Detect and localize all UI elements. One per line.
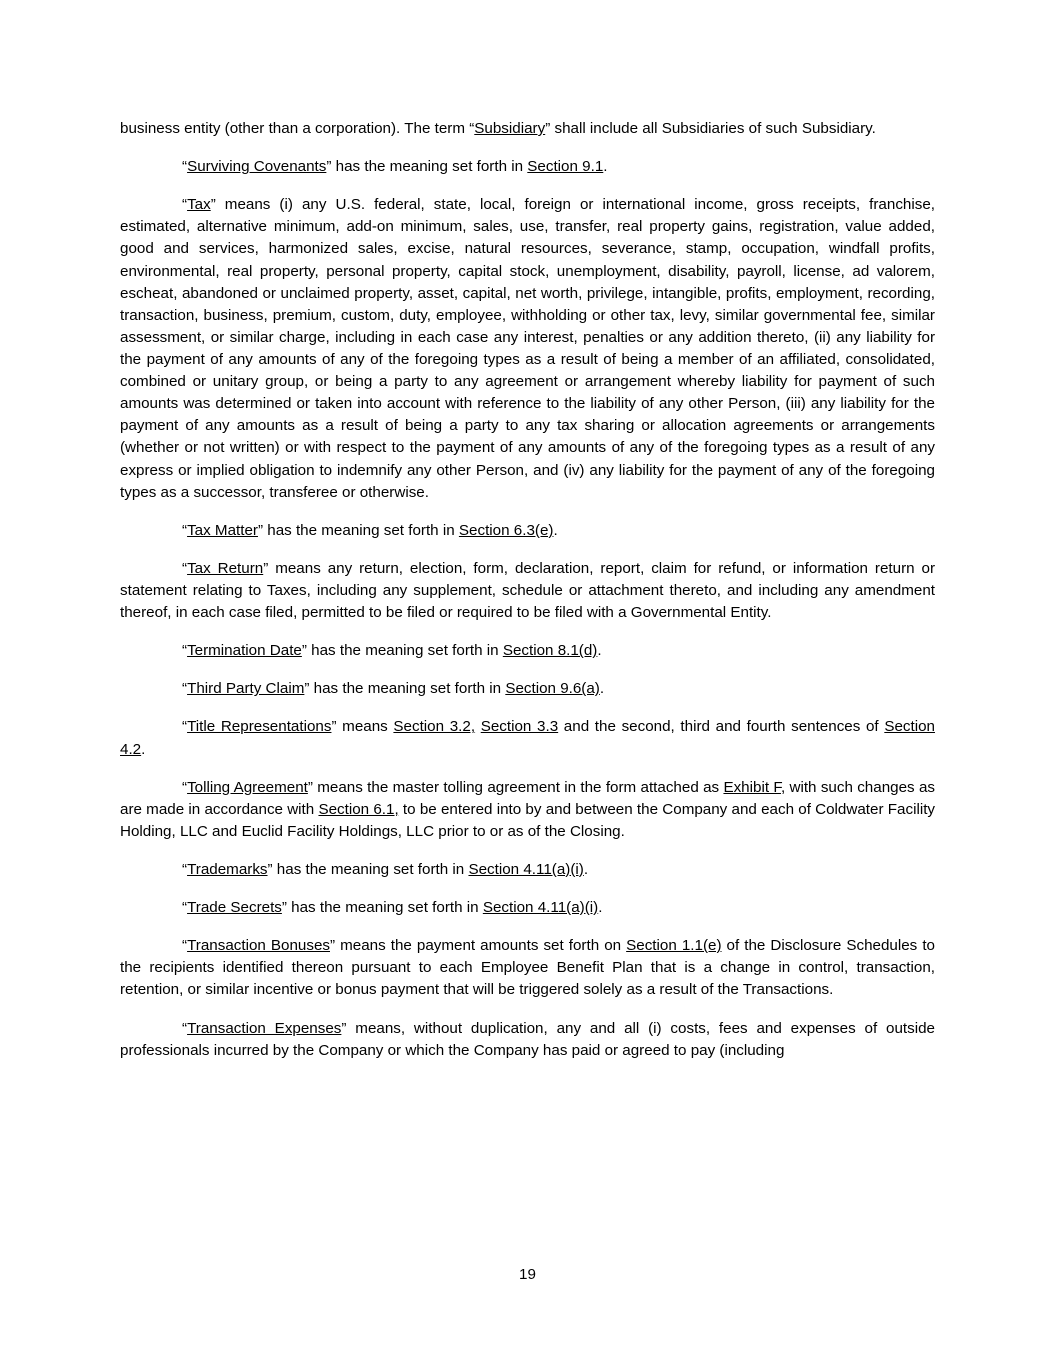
paragraph: “Trade Secrets” has the meaning set forth in Section 4.11(a)(i).: [182, 899, 603, 917]
paragraph: “Surviving Covenants” has the meaning set forth in Section 9.1.: [182, 158, 608, 176]
paragraph: “Transaction Bonuses” means the payment amounts set forth on Section 1.1(e) of the Disclosure Schedules to the recipients identified thereon pursuant to each Employee Benefit Plan that is a change in control, transaction, retention, or similar incentive or bonus payment that will be triggered solely as a result of the Transactions.: [120, 937, 935, 999]
paragraph: business entity (other than a corporation). The term “Subsidiary” shall include all Subsidiaries of such Subsidiary.: [120, 120, 876, 137]
paragraph: “Tolling Agreement” means the master tolling agreement in the form attached as Exhibit F, with such changes as are made in accordance with Section 6.1, to be entered into by and between the Company and each of Coldwater Facility Holding, LLC and Euclid Facility Holdings, LLC prior to or as of the Closing.: [120, 778, 936, 840]
page-number: 19: [519, 1266, 536, 1283]
paragraph: “Trademarks” has the meaning set forth in Section 4.11(a)(i).: [182, 860, 589, 878]
paragraph: “Third Party Claim” has the meaning set forth in Section 9.6(a).: [182, 680, 605, 698]
paragraph: “Tax” means (i) any U.S. federal, state, local, foreign or international income, gross receipts, franchise, estimated, alternative minimum, add-on minimum, sales, use, transfer, real property gains, registration, value added, good and services, harmonized sales, excise, natural resources, severance, stamp, occupation, windfall profits, environmental, real property, personal property, capital stock, unemployment, disability, payroll, license, ad valorem, escheat, abandoned or unclaimed property, asset, capital, net worth, privilege, intangible, profits, employment, recording, transaction, business, premium, custom, duty, employee, withholding or other tax, levy, similar governmental fee, similar assessment, or similar charge, including in each case any interest, penalties or any addition thereto, (ii) any liability for the payment of any amounts of any of the foregoing types as a result of being a member of an affiliated, consolidated, combined or unitary group, or being a party to any agreement or arrangement whereby liability for payment of such amounts was determined or taken into account with reference to the liability of any other Person, (iii) any liability for the payment of any amounts as a result of being a party to any tax sharing or allocation agreements or arrangements (whether or not written) or with respect to the payment of any amounts of any of the foregoing types as a result of any express or implied obligation to indemnify any other Person, and (iv) any liability for the payment of any of the foregoing types as a successor, transferee or otherwise.: [120, 196, 935, 501]
paragraph: “Tax Matter” has the meaning set forth in Section 6.3(e).: [182, 521, 558, 539]
paragraph: “Transaction Expenses” means, without duplication, any and all (i) costs, fees and expenses of outside professionals incurred by the Company or which the Company has paid or agreed to pay (including: [120, 1019, 935, 1059]
document-body: [120, 118, 935, 1062]
paragraph: “Tax Return” means any return, election, form, declaration, report, claim for refund, or information return or statement relating to Taxes, including any supplement, schedule or attachment thereto, and including any amendment thereof, in each case filed, permitted to be filed or required to be filed with a Governmental Entity.: [120, 559, 936, 622]
paragraph: “Termination Date” has the meaning set forth in Section 8.1(d).: [182, 642, 602, 660]
paragraph: “Title Representations” means Section 3.2, Section 3.3 and the second, third and fourth sentences of Section 4.2.: [120, 718, 935, 758]
